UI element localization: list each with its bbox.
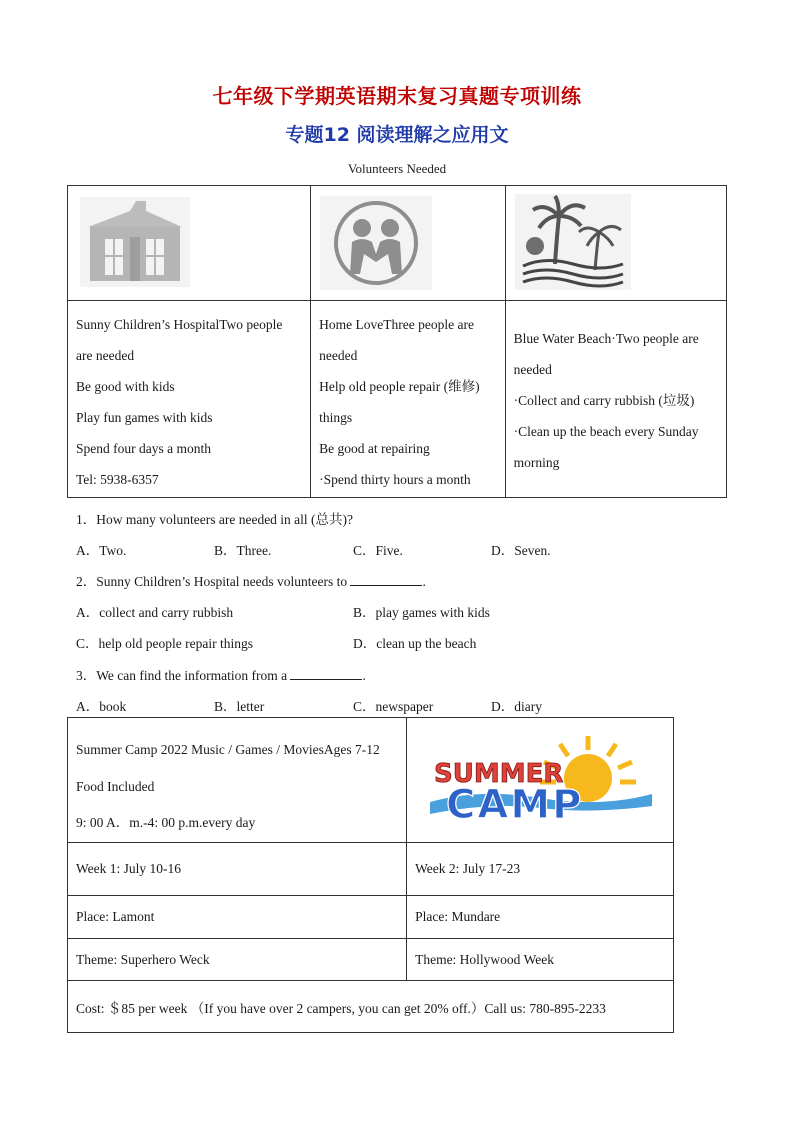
summer-camp-logo bbox=[420, 732, 660, 828]
answer-option[interactable]: D．clean up the beach bbox=[353, 636, 477, 651]
answer-blank bbox=[290, 667, 362, 680]
info-line: Help old people repair (维修) bbox=[319, 379, 480, 394]
theme1-cell: Theme: Superhero Weck bbox=[68, 939, 407, 981]
info-line: ·Collect and carry rubbish (垃圾) bbox=[513, 393, 695, 408]
logo-summer-text: SUMMER bbox=[434, 759, 564, 789]
place1-cell: Place: Lamont bbox=[68, 896, 407, 939]
camp-logo-cell bbox=[407, 718, 674, 843]
answer-option[interactable]: C．help old people repair things bbox=[76, 636, 253, 651]
camp-intro-cell bbox=[68, 718, 407, 843]
info-line: Sunny Children’s HospitalTwo people bbox=[76, 317, 283, 332]
theme2-cell: Theme: Hollywood Week bbox=[407, 939, 674, 981]
couple-cell bbox=[311, 186, 505, 301]
info-line: ·Spend thirty hours a month bbox=[319, 472, 471, 487]
page-title: 七年级下学期英语期末复习真题专项训练 bbox=[212, 84, 582, 108]
answer-option[interactable]: B．letter bbox=[214, 699, 265, 714]
answer-option[interactable]: A．collect and carry rubbish bbox=[76, 605, 234, 620]
place2-cell: Place: Mundare bbox=[407, 896, 674, 939]
week2-cell: Week 2: July 17-23 bbox=[407, 843, 674, 896]
camp-intro-line: 9: 00 A．m.-4: 00 p.m.every day bbox=[76, 815, 256, 830]
answer-option[interactable]: B．Three. bbox=[214, 543, 272, 558]
info-line: Home LoveThree people are bbox=[319, 317, 474, 332]
info-line: ·Clean up the beach every Sunday bbox=[513, 424, 699, 439]
hospital-info bbox=[68, 301, 311, 498]
info-line: things bbox=[319, 410, 353, 425]
question-text: 3．We can find the information from a bbox=[76, 668, 288, 683]
info-line: Play fun games with kids bbox=[76, 410, 213, 425]
beach-info bbox=[505, 301, 726, 498]
answer-option[interactable]: B．play games with kids bbox=[353, 605, 490, 620]
question-stem: 1．How many volunteers are needed in all (总共)? bbox=[76, 512, 354, 527]
info-line: needed bbox=[319, 348, 358, 363]
summer-camp-table bbox=[67, 717, 674, 1033]
info-line: Be good at repairing bbox=[319, 441, 430, 456]
house-cell bbox=[68, 186, 311, 301]
answer-option[interactable]: C．Five. bbox=[353, 543, 403, 558]
palm-beach-icon bbox=[515, 194, 631, 290]
info-line: Be good with kids bbox=[76, 379, 175, 394]
house-icon bbox=[80, 197, 190, 287]
info-line: needed bbox=[513, 362, 552, 377]
answer-option[interactable]: D．diary bbox=[491, 699, 542, 714]
question-text: 2．Sunny Children’s Hospital needs volunteers to bbox=[76, 574, 348, 589]
camp-intro-line: Summer Camp 2022 Music / Games / MoviesAges 7-12 bbox=[76, 742, 380, 757]
answer-blank bbox=[350, 573, 422, 586]
answer-option[interactable]: A．book bbox=[76, 699, 127, 714]
cost-cell: Cost: ＄85 per week （If you have over 2 campers, you can get 20% off.）Call us: 780-895-2233 bbox=[68, 981, 674, 1033]
couple-icon bbox=[320, 196, 432, 290]
info-line: Tel: 5938-6357 bbox=[76, 472, 159, 487]
answer-option[interactable]: C．newspaper bbox=[353, 699, 434, 714]
logo-camp-text: CAMP bbox=[446, 782, 584, 828]
week1-cell: Week 1: July 10-16 bbox=[68, 843, 407, 896]
question-end: . bbox=[422, 574, 426, 589]
home-love-info bbox=[311, 301, 505, 498]
page-subtitle: 专题12 阅读理解之应用文 bbox=[285, 124, 509, 146]
answer-option[interactable]: A．Two. bbox=[76, 543, 127, 558]
camp-intro-line: Food Included bbox=[76, 778, 155, 794]
question-stem bbox=[76, 664, 366, 684]
info-line: Spend four days a month bbox=[76, 441, 211, 456]
question-stem bbox=[76, 570, 426, 590]
beach-cell bbox=[505, 186, 726, 301]
info-line: Blue Water Beach·Two people are bbox=[513, 331, 699, 346]
answer-option[interactable]: D．Seven. bbox=[491, 543, 551, 558]
volunteers-table bbox=[67, 185, 727, 498]
table-caption: Volunteers Needed bbox=[347, 161, 447, 176]
question-end: . bbox=[362, 668, 366, 683]
info-line: are needed bbox=[76, 348, 135, 363]
info-line: morning bbox=[513, 455, 560, 470]
